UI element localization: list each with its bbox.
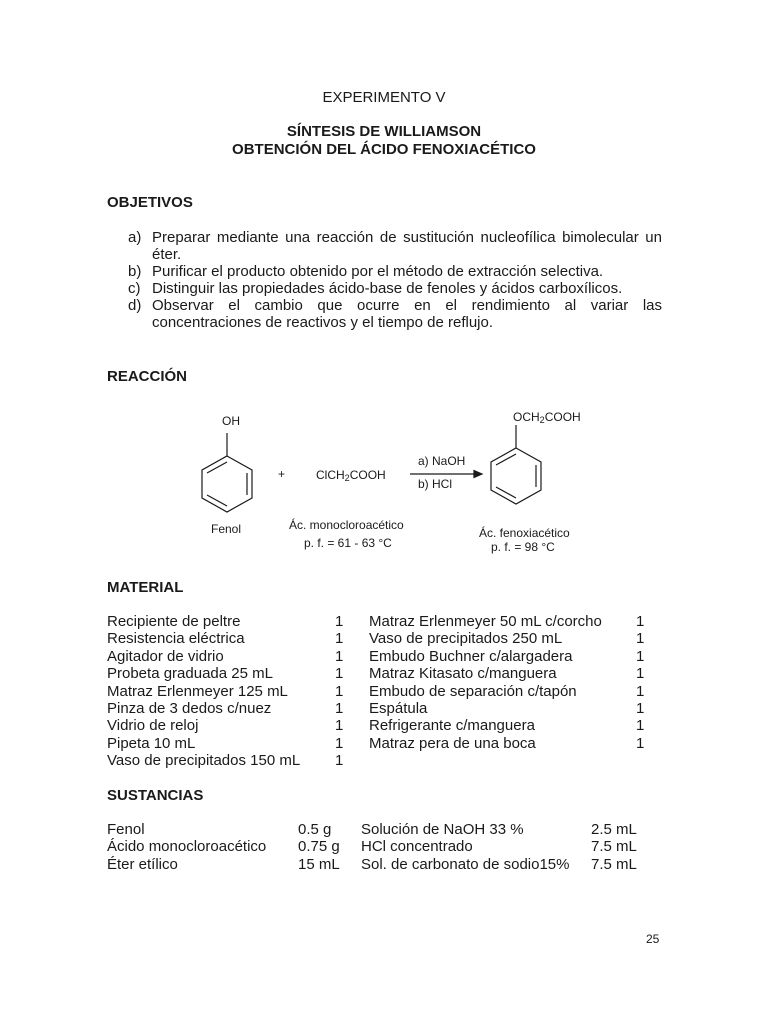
material-row: Vaso de precipitados 250 mL 1 (369, 630, 645, 648)
substances-heading: SUSTANCIAS (107, 787, 204, 804)
material-row: Vaso de precipitados 150 mL 1 (107, 752, 344, 770)
objective-text: Purificar el producto obtenido por el método de extracción selectiva. (152, 263, 604, 280)
substance-row: Fenol 0.5 g (107, 821, 332, 838)
benzene-ring-product (491, 425, 541, 504)
arrow-condition-bottom: b) HCl (418, 477, 453, 491)
substance-row: Éter etílico 15 mL (107, 855, 340, 873)
substance-row: Ácido monocloroacético 0.75 g (107, 838, 340, 856)
product-group-label: $OCH_2COOH$ (513, 410, 581, 425)
benzene-ring-phenol (202, 433, 252, 512)
substance-row: HCl concentrado 7.5 mL (361, 838, 637, 856)
objective-text: Observar el cambio que ocurre en el rendimiento al variar las (152, 297, 662, 314)
product-melting-point: p. f. = 98 °C (491, 540, 555, 554)
substance-row: Sol. de carbonato de sodio15% 7.5 mL (361, 855, 637, 873)
title-line-2: OBTENCIÓN DEL ÁCIDO FENOXIACÉTICO (232, 141, 536, 158)
material-row: Resistencia eléctrica 1 (107, 630, 344, 648)
material-row: Matraz Erlenmeyer 50 mL c/corcho 1 (369, 613, 645, 630)
material-row: Embudo de separación c/tapón 1 (369, 682, 645, 700)
material-list-left (107, 613, 343, 770)
material-list-right (369, 613, 644, 752)
material-row: Espátula 1 (369, 700, 645, 718)
experiment-label: EXPERIMENTO V (322, 89, 446, 106)
objectives-heading: OBJETIVOS (107, 194, 193, 211)
material-row: Matraz pera de una boca 1 (369, 734, 645, 752)
reaction-heading: REACCIÓN (107, 368, 188, 385)
reagent-formula: ClCH$_2$COOH (316, 468, 386, 483)
material-heading: MATERIAL (107, 579, 184, 596)
material-row: Recipiente de peltre 1 (107, 613, 344, 630)
product-name: Ác. fenoxiacético (479, 526, 570, 540)
objective-letter: a) (128, 229, 142, 246)
title-line-1: SÍNTESIS DE WILLIAMSON (286, 123, 482, 140)
material-row: Pinza de 3 dedos c/nuez 1 (107, 700, 344, 718)
material-row: Refrigerante c/manguera 1 (369, 717, 645, 735)
substances-list-left (107, 821, 340, 873)
material-row: Probeta graduada 25 mL 1 (107, 665, 344, 683)
substances-list-right (361, 821, 637, 873)
material-row: Matraz Kitasato c/manguera 1 (369, 665, 645, 683)
phenol-name: Fenol (211, 522, 242, 536)
reagent-melting-point: p. f. = 61 - 63 °C (304, 536, 392, 550)
objective-letter: d) (128, 297, 142, 314)
objective-text: éter. (152, 246, 182, 263)
page-number: 25 (646, 932, 660, 946)
plus-sign: + (278, 467, 286, 481)
objective-letter: b) (128, 263, 142, 280)
material-row: Matraz Erlenmeyer 125 mL 1 (107, 682, 344, 700)
objective-text: Preparar mediante una reacción de sustitución nucleofílica bimolecular un (152, 229, 662, 246)
phenol-oh-label: OH (222, 414, 240, 428)
objective-text: concentraciones de reactivos y el tiempo de reflujo. (152, 314, 494, 331)
substance-row: Solución de NaOH 33 % 2.5 mL (361, 821, 637, 838)
material-row: Vidrio de reloj 1 (107, 717, 344, 735)
reagent-name: Ác. monocloroacético (289, 518, 404, 532)
objective-text: Distinguir las propiedades ácido-base de fenoles y ácidos carboxílicos. (152, 280, 623, 297)
arrow-condition-top: a) NaOH (418, 454, 466, 468)
material-row: Pipeta 10 mL 1 (107, 734, 344, 752)
objective-letter: c) (128, 280, 141, 297)
material-row: Agitador de vidrio 1 (107, 647, 344, 665)
material-row: Embudo Buchner c/alargadera 1 (369, 647, 645, 665)
